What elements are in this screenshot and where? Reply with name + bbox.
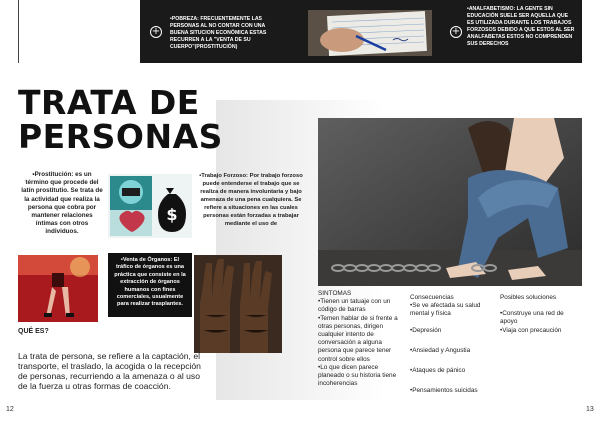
poverty-note: •POBREZA: FRECUENTEMENTE LAS PERSONAS AL NO CONTAR CON UNA BUENA SITUCION ECONÓMICA ESTAS RECURREN A LA "VENTA DE SU CUERPO"(PROSTITUCIÓN) (170, 16, 267, 50)
list-item: •Lo que dicen parece planeado o su historia tiene incoherencias (318, 363, 397, 388)
plus-circle-icon[interactable]: + (151, 26, 161, 37)
list-item: •Se ve afectada su salud mental y física (410, 302, 481, 318)
list-item: •Depresión (410, 326, 442, 334)
prostitution-photo (18, 255, 98, 322)
forced-labor-text: •Trabajo Forzoso: Por trabajo forzoso puede entenderse el trabajo que se realiza de manera involuntaria y bajo amenaza de una pena cualquiera. Se refiere a situaciones en las cuales personas están forzadas a trabajar mediante el uso de (199, 173, 303, 227)
organ-trade-illustration (108, 174, 192, 238)
list-item: •Ansiedad y Angustia (410, 346, 471, 354)
list-item: •Ataques de pánico (410, 367, 466, 375)
page-number-left: 12 (6, 406, 14, 413)
symptoms-heading: SINTOMAS (318, 290, 352, 297)
solutions-column (500, 294, 582, 335)
notebook-photo (308, 10, 432, 56)
what-is-heading: QUÉ ES? (18, 328, 49, 335)
symptoms-column (318, 290, 406, 388)
list-item: •Construye una red de apoyo (500, 310, 564, 326)
what-is-body: La trata de persona, se refiere a la captación, el transporte, el traslado, la acogida o la recepción de personas, recurriendo a la amenaza o al uso de la fuerza u otras formas de coacción. (18, 351, 201, 391)
dirty-hands-photo (194, 255, 282, 353)
prostitution-text: •Prostitución: es un término que procede del latín prostitutio. Se trata de la actividad que realiza la persona que cobra por mantener relaciones íntimas con otros individuos. (21, 171, 103, 236)
solutions-heading: Posibles soluciones (500, 294, 557, 301)
consequences-column (410, 294, 494, 395)
illiteracy-note: •ANALFABETISMO: LA GENTE SIN EDUCACIÓN SUELE SER AQUELLA QUE ES UTILIZADA DURANTE LOS TRABAJOS FORZOSOS DEBIDO A QUE ESTOS AL SER ANALFABETAS ESTOS NO COMPRENDEN SUS DERECHOS (467, 6, 575, 47)
list-item: •Temen hablar de si frente a otras personas, dirigen cualquier intento de conversación a alguna persona que parece tener control sobre ellos (318, 314, 398, 363)
list-item: •Pensamientos suicidas (410, 387, 478, 395)
page-number-right: 13 (586, 406, 594, 413)
list-item: •Viaja con precaución (500, 326, 562, 334)
organ-trade-box: •Venta de Órganos: El tráfico de órganos es una práctica que consiste en la extracción de órganos humanos con fines comerciales, usualmente para realizar trasplantes. (108, 253, 192, 317)
page-title: TRATA DE PERSONAS (18, 83, 223, 156)
chained-woman-photo (318, 118, 582, 286)
list-item: •Tienen un tatuaje con un código de barras (318, 298, 391, 314)
plus-circle-icon[interactable]: + (451, 26, 461, 37)
money-bag-icon: $ (166, 205, 178, 224)
consequences-heading: Consecuencias (410, 294, 454, 301)
page-edge-line (18, 0, 19, 63)
